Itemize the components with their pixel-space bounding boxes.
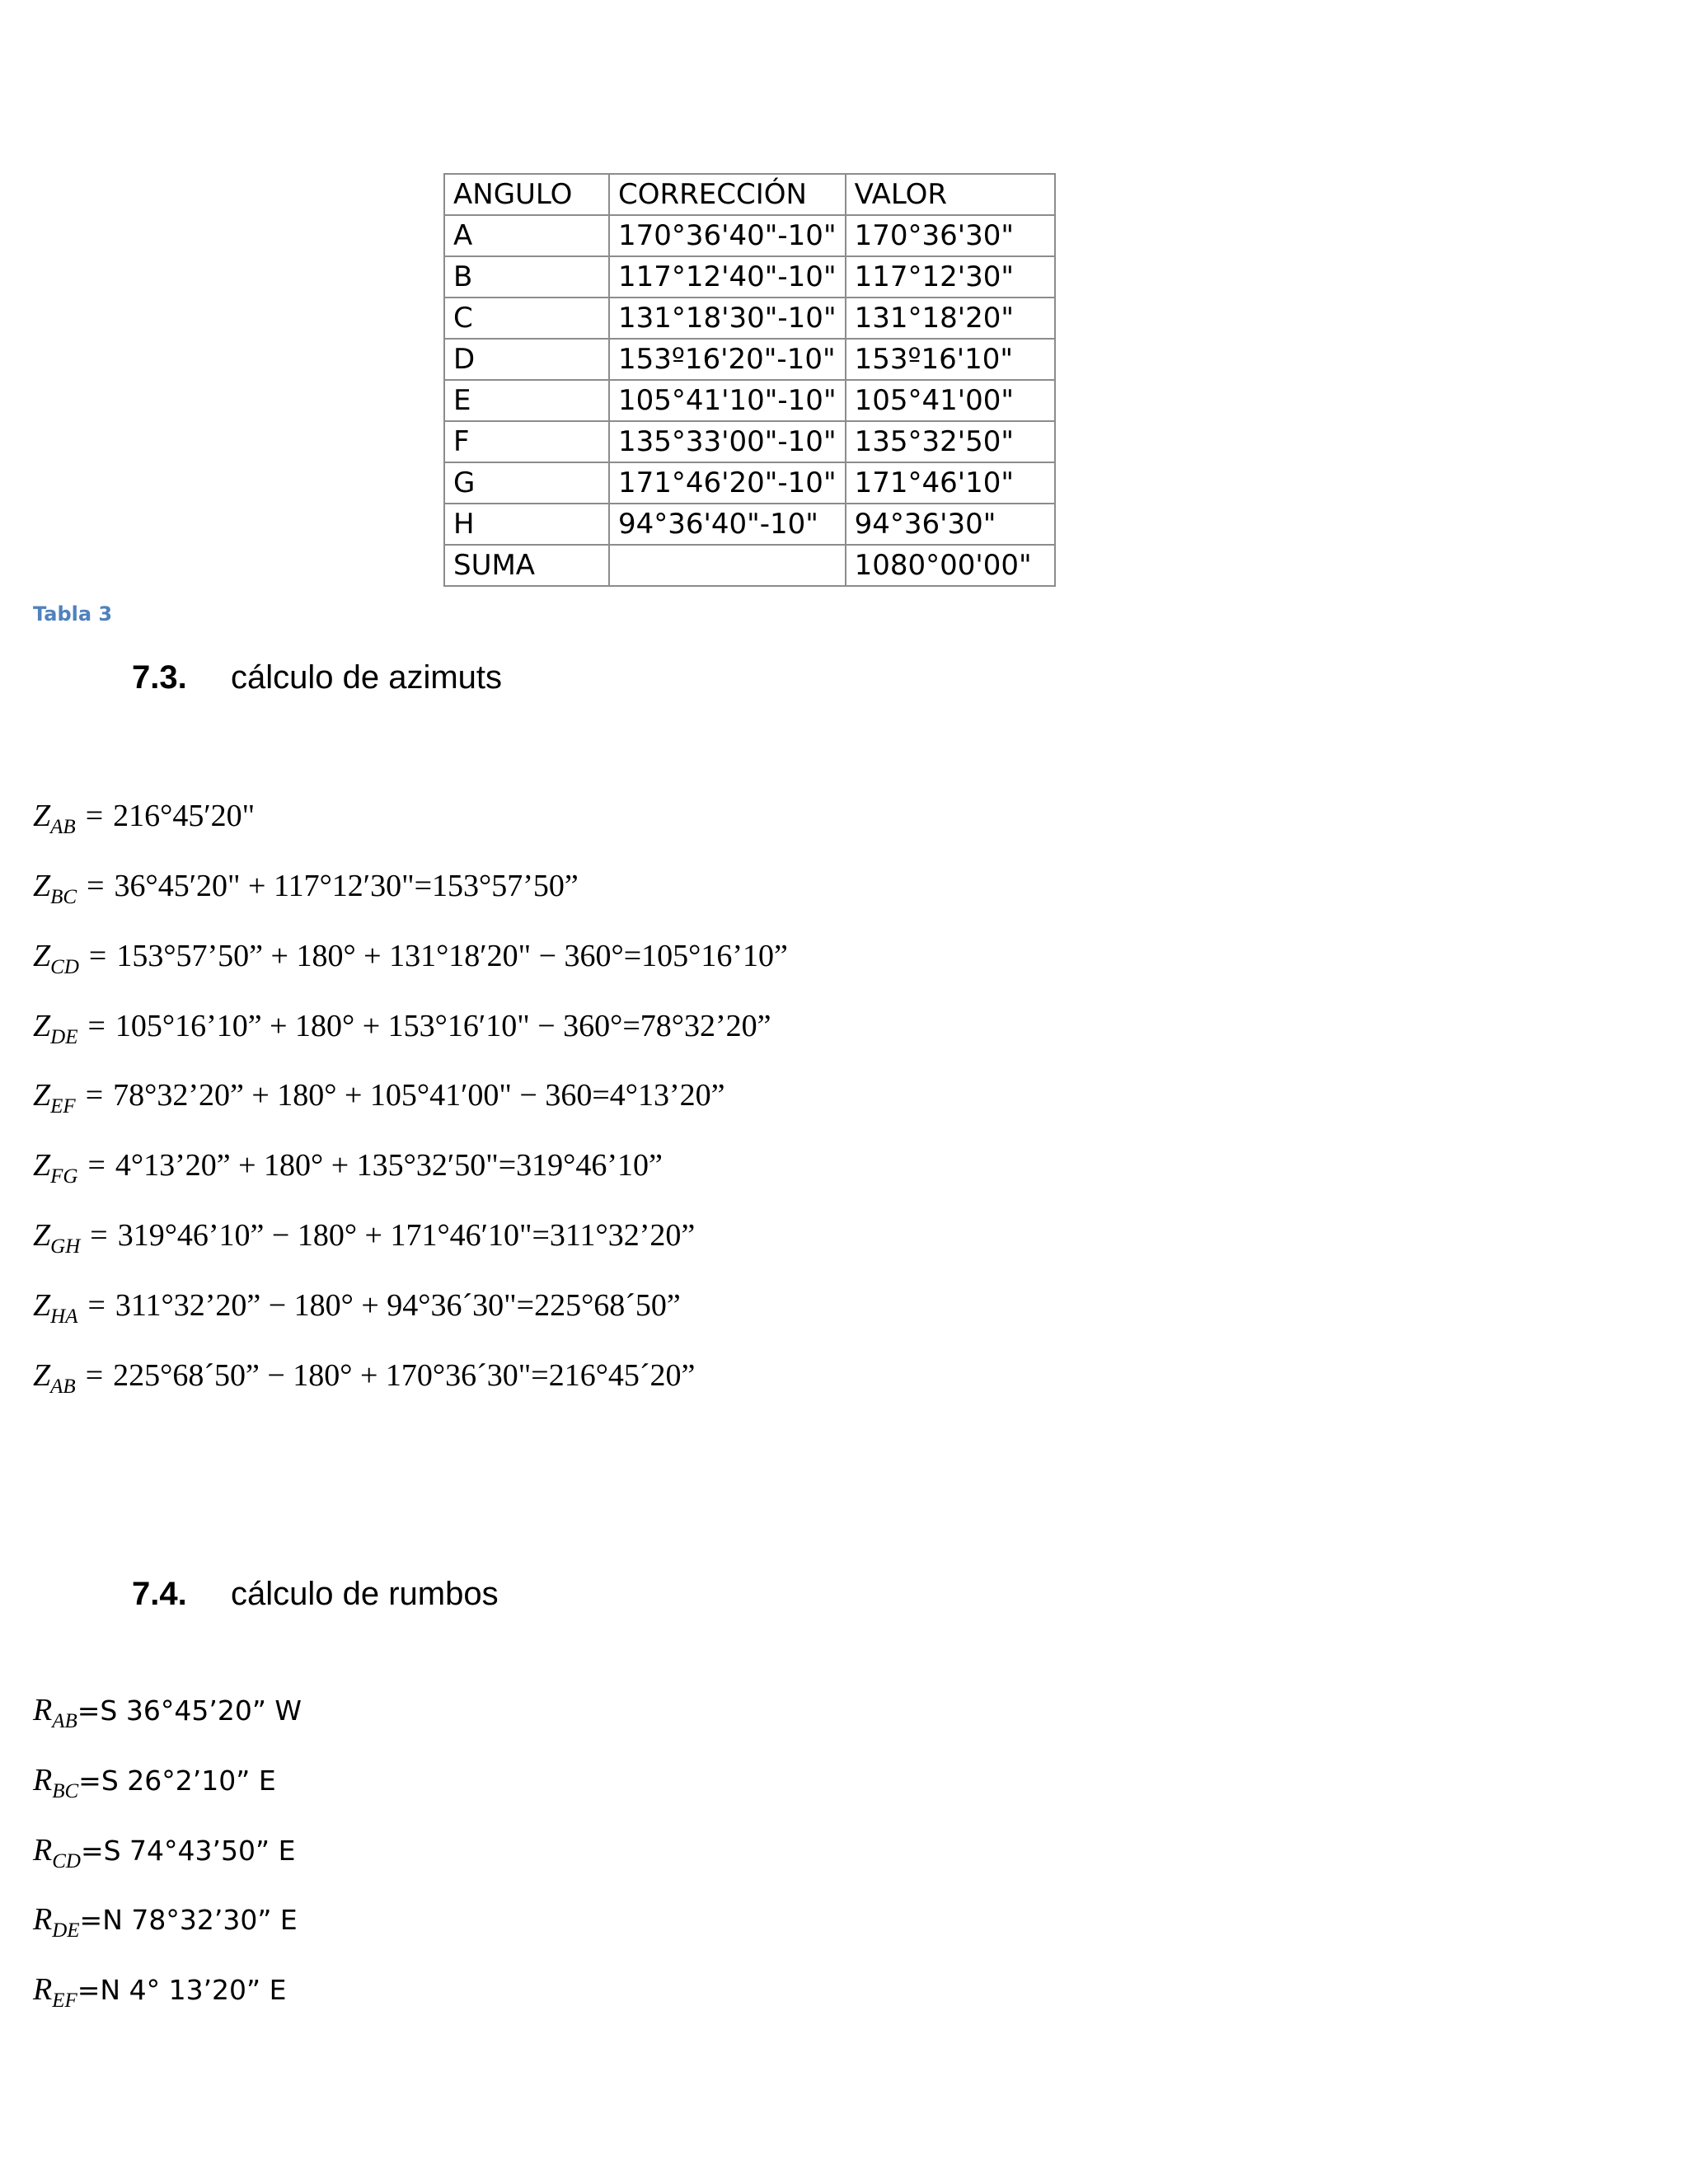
azimut-equation	[33, 1217, 695, 1258]
azimut-subscript: AB	[50, 816, 76, 838]
rumbo-line	[33, 1692, 302, 1733]
table-cell: 117°12'40"-10"	[609, 256, 846, 298]
azimut-subscript: HA	[50, 1305, 78, 1328]
azimut-expression: 78°32’20” + 180° + 105°41′00" − 360=4°13’20”	[113, 1078, 725, 1113]
azimut-symbol: Z	[33, 869, 51, 903]
azimut-expression: 216°45′20"	[113, 799, 256, 833]
table-cell: 171°46'10"	[846, 462, 1055, 504]
table-cell	[609, 545, 846, 586]
table-row	[444, 215, 1055, 256]
table-row	[444, 339, 1055, 380]
rumbo-subscript: BC	[52, 1780, 79, 1802]
section-heading-azimuts	[132, 659, 502, 696]
azimut-equation	[33, 1077, 725, 1118]
table-cell: 170°36'30"	[846, 215, 1055, 256]
header-cell: CORRECCIÓN	[609, 174, 846, 215]
section-number: 7.4.	[132, 1576, 187, 1612]
azimut-symbol: Z	[33, 1218, 51, 1253]
azimut-subscript: BC	[50, 886, 77, 908]
rumbo-symbol: R	[33, 1972, 53, 2007]
azimut-symbol: Z	[33, 1078, 51, 1113]
table-cell: 105°41'00"	[846, 380, 1055, 421]
table-cell: B	[444, 256, 609, 298]
table-cell: 105°41'10"-10"	[609, 380, 846, 421]
rumbo-value: =S 26°2’10” E	[78, 1765, 276, 1797]
rumbo-symbol: R	[33, 1763, 53, 1797]
section-title: cálculo de rumbos	[231, 1576, 499, 1612]
azimut-expression: 319°46’10” − 180° + 171°46′10"=311°32’20”	[117, 1218, 696, 1253]
table-sum-row	[444, 545, 1055, 586]
rumbo-subscript: DE	[52, 1919, 80, 1942]
equals-sign: =	[87, 1288, 106, 1323]
rumbo-value: =S 36°45’20” W	[77, 1694, 302, 1727]
azimut-symbol: Z	[33, 1288, 51, 1323]
azimut-subscript: FG	[50, 1165, 78, 1188]
section-title: cálculo de azimuts	[231, 659, 503, 696]
equals-sign: =	[88, 939, 107, 973]
azimut-symbol: Z	[33, 799, 51, 833]
rumbo-symbol: R	[33, 1693, 53, 1727]
table-caption: Tabla 3	[33, 602, 113, 626]
azimut-equation	[33, 1357, 695, 1399]
table-cell: 94°36'30"	[846, 504, 1055, 545]
azimut-equation	[33, 1008, 771, 1049]
azimut-expression: 36°45′20" + 117°12′30"=153°57’50”	[114, 869, 579, 903]
section-number: 7.3.	[132, 659, 187, 696]
azimut-subscript: AB	[50, 1376, 76, 1398]
equals-sign: =	[85, 799, 104, 833]
table-cell: F	[444, 421, 609, 462]
rumbo-symbol: R	[33, 1833, 53, 1868]
table-cell: 135°32'50"	[846, 421, 1055, 462]
rumbo-symbol: R	[33, 1902, 53, 1937]
azimut-expression: 153°57’50” + 180° + 131°18′20" − 360°=105°16’10”	[116, 939, 788, 973]
table-cell: 153º16'20"-10"	[609, 339, 846, 380]
rumbo-value: =N 4° 13’20” E	[77, 1974, 287, 2006]
azimut-equation	[33, 1287, 681, 1329]
rumbo-line	[33, 1762, 276, 1803]
angle-correction-table	[443, 173, 1056, 587]
azimut-equation	[33, 938, 788, 979]
azimut-subscript: DE	[50, 1026, 78, 1048]
table-header-row	[444, 174, 1055, 215]
table-cell: H	[444, 504, 609, 545]
table-cell: 1080°00'00"	[846, 545, 1055, 586]
equals-sign: =	[87, 1009, 106, 1043]
equals-sign: =	[85, 1358, 104, 1393]
table-row	[444, 256, 1055, 298]
azimut-symbol: Z	[33, 1358, 51, 1393]
table-cell: 170°36'40"-10"	[609, 215, 846, 256]
header-cell: ANGULO	[444, 174, 609, 215]
rumbo-value: =N 78°32’30” E	[79, 1904, 298, 1936]
table-cell: 117°12'30"	[846, 256, 1055, 298]
table-row	[444, 380, 1055, 421]
rumbo-subscript: EF	[52, 1990, 77, 2012]
equals-sign: =	[87, 1148, 106, 1183]
azimut-expression: 225°68´50” − 180° + 170°36´30"=216°45´20”	[113, 1358, 696, 1393]
azimut-symbol: Z	[33, 1009, 51, 1043]
table-row	[444, 421, 1055, 462]
table-cell: E	[444, 380, 609, 421]
header-cell: VALOR	[846, 174, 1055, 215]
table-row	[444, 298, 1055, 339]
equals-sign: =	[87, 869, 105, 903]
rumbo-subscript: CD	[52, 1850, 81, 1872]
azimut-subscript: GH	[50, 1235, 81, 1258]
table-cell: 153º16'10"	[846, 339, 1055, 380]
table-cell: 171°46'20"-10"	[609, 462, 846, 504]
table-cell: 135°33'00"-10"	[609, 421, 846, 462]
rumbo-subscript: AB	[52, 1710, 77, 1732]
section-heading-rumbos	[132, 1576, 499, 1613]
rumbo-line	[33, 1832, 295, 1873]
rumbo-value: =S 74°43’50” E	[80, 1835, 296, 1867]
table-cell: A	[444, 215, 609, 256]
azimut-subscript: EF	[50, 1095, 76, 1118]
table-cell: SUMA	[444, 545, 609, 586]
table-cell: C	[444, 298, 609, 339]
azimut-symbol: Z	[33, 939, 51, 973]
table-cell: 131°18'20"	[846, 298, 1055, 339]
azimut-equation	[33, 1147, 663, 1188]
equals-sign: =	[90, 1218, 108, 1253]
table-cell: 131°18'30"-10"	[609, 298, 846, 339]
azimut-equation	[33, 868, 579, 909]
azimut-expression: 105°16’10” + 180° + 153°16′10" − 360°=78°32’20”	[115, 1009, 771, 1043]
rumbo-line	[33, 1901, 298, 1943]
table-cell: G	[444, 462, 609, 504]
azimut-symbol: Z	[33, 1148, 51, 1183]
equals-sign: =	[85, 1078, 104, 1113]
azimut-expression: 4°13’20” + 180° + 135°32′50"=319°46’10”	[115, 1148, 663, 1183]
table-cell: 94°36'40"-10"	[609, 504, 846, 545]
azimut-equation	[33, 798, 255, 839]
azimut-subscript: CD	[50, 956, 79, 978]
table-row	[444, 462, 1055, 504]
rumbo-line	[33, 1971, 287, 2013]
azimut-expression: 311°32’20” − 180° + 94°36´30"=225°68´50”	[115, 1288, 681, 1323]
table-cell: D	[444, 339, 609, 380]
table-row	[444, 504, 1055, 545]
